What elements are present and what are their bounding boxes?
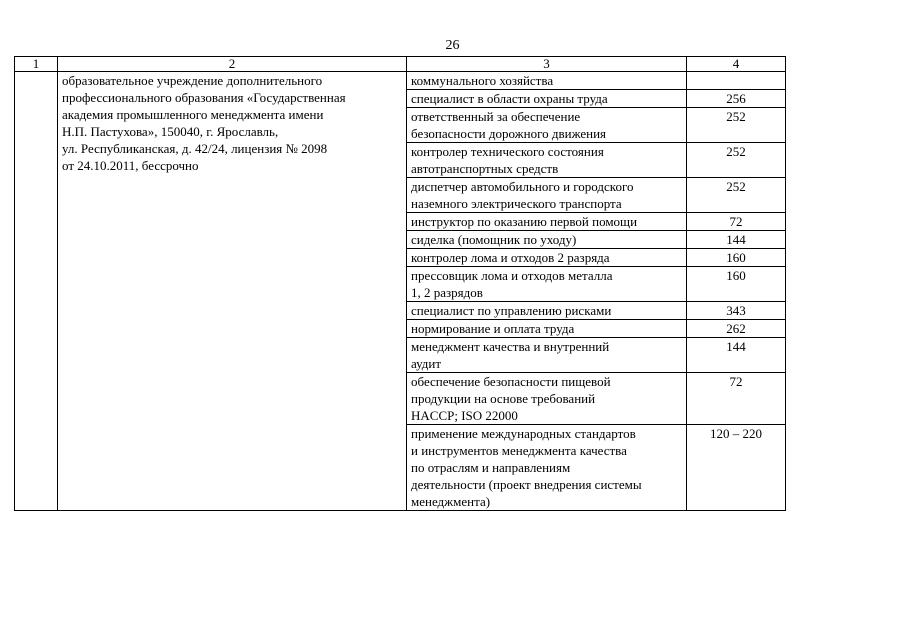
hours-cell: 160 <box>687 249 786 267</box>
program-cell: ответственный за обеспечение безопасности дорожного движения <box>407 108 687 143</box>
hours-cell: 144 <box>687 338 786 373</box>
program-cell: контролер технического состояния автотранспортных средств <box>407 143 687 178</box>
program-cell: нормирование и оплата труда <box>407 320 687 338</box>
hours-cell: 144 <box>687 231 786 249</box>
program-cell: диспетчер автомобильного и городского наземного электрического транспорта <box>407 178 687 213</box>
program-cell: специалист по управлению рисками <box>407 302 687 320</box>
hours-cell: 72 <box>687 373 786 425</box>
program-cell: прессовщик лома и отходов металла 1, 2 разрядов <box>407 267 687 302</box>
header-cell-1: 1 <box>15 57 58 72</box>
program-cell: применение международных стандартов и инструментов менеджмента качества по отраслям и направлениям деятельности (проект внедрения системы менеджмента) <box>407 425 687 511</box>
hours-cell <box>687 72 786 90</box>
hours-cell: 160 <box>687 267 786 302</box>
page-number: 26 <box>445 38 460 53</box>
table-row <box>15 72 786 90</box>
program-cell: коммунального хозяйства <box>407 72 687 90</box>
hours-cell: 252 <box>687 108 786 143</box>
header-row <box>15 57 786 72</box>
program-cell: специалист в области охраны труда <box>407 90 687 108</box>
hours-cell: 256 <box>687 90 786 108</box>
header-cell-2: 2 <box>58 57 407 72</box>
program-cell: инструктор по оказанию первой помощи <box>407 213 687 231</box>
hours-cell: 252 <box>687 178 786 213</box>
program-cell: менеджмент качества и внутренний аудит <box>407 338 687 373</box>
row-number-cell <box>15 72 58 511</box>
program-cell: обеспечение безопасности пищевой продукции на основе требований HACCP; ISO 22000 <box>407 373 687 425</box>
header-cell-4: 4 <box>687 57 786 72</box>
hours-cell: 262 <box>687 320 786 338</box>
license-table <box>14 56 786 511</box>
hours-cell: 252 <box>687 143 786 178</box>
hours-cell: 343 <box>687 302 786 320</box>
program-cell: сиделка (помощник по уходу) <box>407 231 687 249</box>
hours-cell: 72 <box>687 213 786 231</box>
header-cell-3: 3 <box>407 57 687 72</box>
program-cell: контролер лома и отходов 2 разряда <box>407 249 687 267</box>
hours-cell: 120 – 220 <box>687 425 786 511</box>
organization-cell: образовательное учреждение дополнительного профессионального образования «Государственная академия промышленного менеджмента имени Н.П. Пастухова», 150040, г. Ярославль, ул. Республиканская, д. 42/24, лицензия № 2098 от 24.10.2011, бессрочно <box>58 72 407 511</box>
